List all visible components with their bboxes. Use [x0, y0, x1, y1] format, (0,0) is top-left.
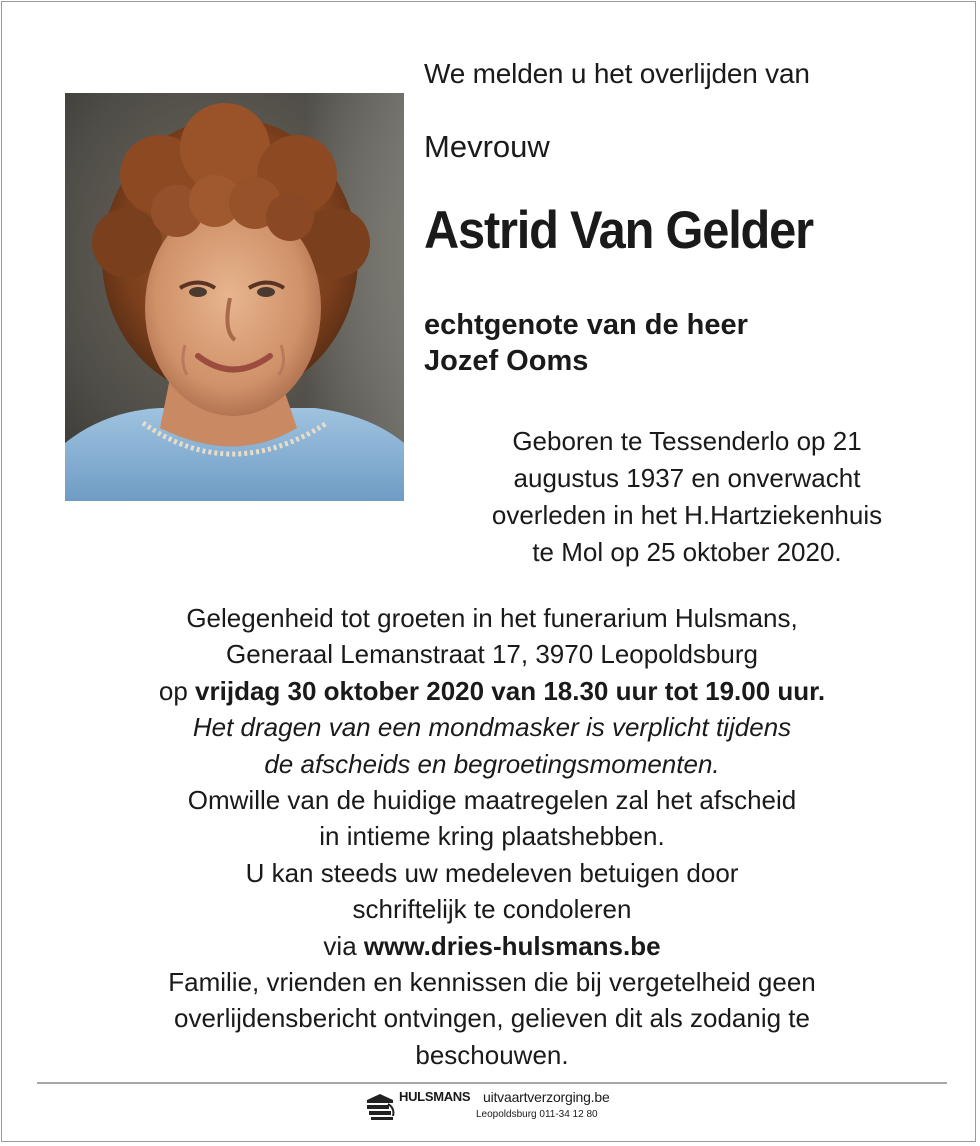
- mask-notice-line-2: [2, 746, 980, 782]
- footer-address: Leopoldsburg 011-34 12 80: [476, 1109, 598, 1120]
- footer-divider: [37, 1082, 947, 1084]
- intro-text: We melden u het overlijden van: [424, 58, 810, 89]
- hulsmans-logo-icon: [364, 1090, 396, 1120]
- family-notice-line: beschouwen.: [415, 1039, 569, 1070]
- mask-notice-text: de afscheids en begroetingsmomenten.: [264, 748, 720, 779]
- time-prefix: op: [158, 675, 196, 706]
- condolence-line: schriftelijk te condoleren: [352, 894, 632, 925]
- website-line: [2, 928, 980, 964]
- mask-notice-text: Het dragen van een mondmasker is verplicht tijdens: [192, 712, 792, 743]
- birth-death-line: augustus 1937 en onverwacht: [513, 463, 861, 493]
- portrait-photo: [65, 93, 404, 501]
- footer-website[interactable]: uitvaartverzorging.be: [483, 1089, 610, 1105]
- visitation-line: Gelegenheid tot groeten in het funerarium Hulsmans,: [186, 603, 798, 633]
- birth-death-block: [402, 423, 972, 571]
- honorific: Mevrouw: [424, 129, 550, 164]
- website-link[interactable]: www.dries-hulsmans.be: [363, 930, 661, 961]
- spouse-line-1: echtgenote van de heer: [424, 309, 748, 341]
- family-notice-line: overlijdensbericht ontvingen, gelieven dit als zodanig te: [174, 1003, 810, 1034]
- visitation-time-line: [2, 673, 980, 709]
- birth-death-line: overleden in het H.Hartziekenhuis: [491, 500, 883, 530]
- website-prefix: via: [323, 930, 364, 961]
- address-line: Generaal Lemanstraat 17, 3970 Leopoldsburg: [226, 639, 758, 670]
- measures-line: in intieme kring plaatshebben.: [319, 821, 665, 852]
- obituary-card: [1, 1, 976, 1142]
- spouse-name: Jozef Ooms: [424, 345, 589, 377]
- portrait-image: [65, 93, 404, 501]
- mask-notice-line-1: [2, 709, 980, 745]
- footer-brand: HULSMANS: [399, 1089, 471, 1104]
- birth-death-line: te Mol op 25 oktober 2020.: [532, 537, 842, 567]
- family-notice-line: Familie, vrienden en kennissen die bij vergetelheid geen: [168, 967, 816, 998]
- measures-line: Omwille van de huidige maatregelen zal het afscheid: [187, 785, 797, 816]
- visitation-details: [2, 600, 980, 1073]
- birth-death-line: Geboren te Tessenderlo op 21: [512, 426, 862, 456]
- deceased-name: Astrid Van Gelder: [424, 201, 813, 260]
- visitation-time: vrijdag 30 oktober 2020 van 18.30 uur tot 19.00 uur.: [195, 675, 826, 706]
- spouse-block: [424, 307, 748, 379]
- condolence-line: U kan steeds uw medeleven betuigen door: [245, 857, 739, 888]
